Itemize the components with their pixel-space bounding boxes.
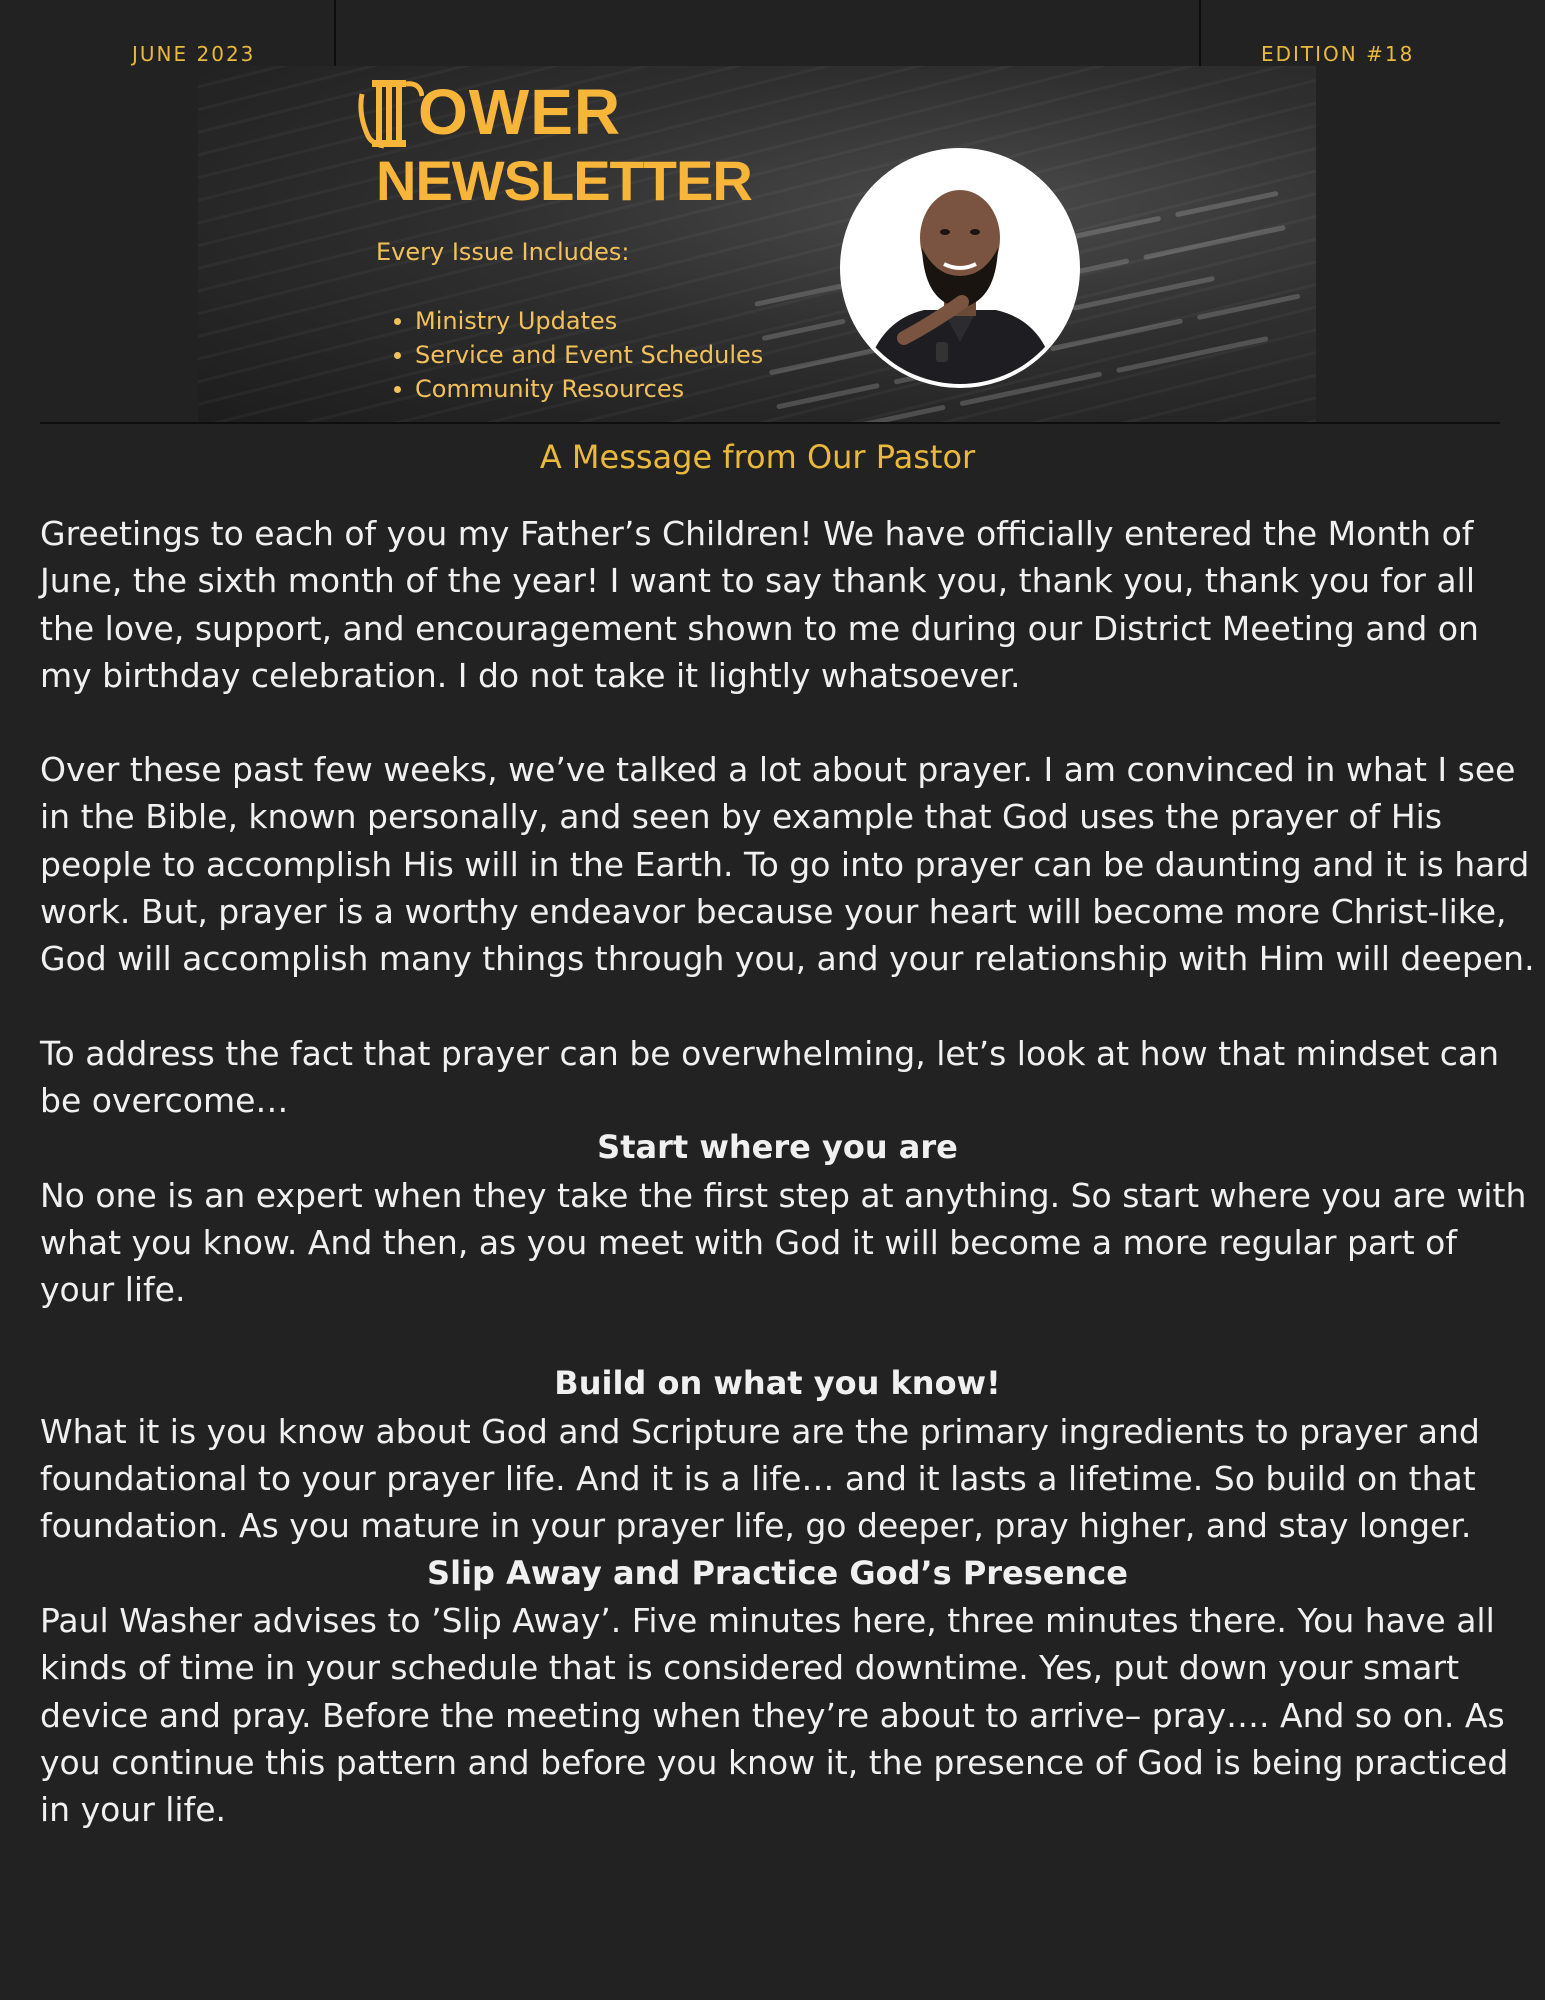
paragraph: Over these past few weeks, we’ve talked a lot about prayer. I am convinced in what I see in the Bible, known personally, and seen by example that God uses the prayer of His people to accomplish His will in the Earth. To go into prayer can be daunting and it is hard work. But, prayer is a worthy endeavor because your heart will become more Christ-like, God will accomplish many things through you, and your relationship with Him will deepen. — [40, 750, 1535, 979]
includes-list — [394, 304, 763, 406]
newsletter-banner — [198, 66, 1316, 422]
section-divider — [40, 422, 1500, 424]
bullet-icon — [394, 318, 401, 325]
header-edition: EDITION #18 — [1261, 42, 1415, 66]
list-item: Community Resources — [394, 372, 763, 406]
list-item: Ministry Updates — [394, 304, 763, 338]
section-title: Start where you are — [597, 1128, 958, 1167]
section-title: Slip Away and Practice God’s Presence — [427, 1553, 1128, 1592]
paragraph: Greetings to each of you my Father’s Children! We have officially entered the Month of June, the sixth month of the year! I want to say thank you, thank you, thank you for all the love, support, and encouragement shown to me during our District Meeting and on my birthday celebration. I do not take it lightly whatsoever. — [40, 514, 1479, 695]
pastor-portrait — [844, 152, 1076, 384]
bullet-icon — [394, 386, 401, 393]
paragraph: To address the fact that prayer can be overwhelming, let’s look at how that mindset can be overcome… — [40, 1033, 1500, 1120]
section-title: Build on what you know! — [554, 1364, 1001, 1403]
header-divider-left — [334, 0, 336, 66]
list-item: Service and Event Schedules — [394, 338, 763, 372]
header-date: JUNE 2023 — [132, 42, 256, 66]
section-body: Paul Washer advises to ’Slip Away’. Five minutes here, three minutes there. You have all kinds of time in your schedule that is considered downtime. Yes, put down your smart device and pray. Before the meeting when they’re about to arrive– pray…. And so on. As you continue this pattern and before you know it, the presence of God is being practiced in your life. — [40, 1600, 1509, 1830]
logo-text: OWER — [418, 76, 622, 148]
bullet-icon — [394, 352, 401, 359]
section-body: What it is you know about God and Scripture are the primary ingredients to prayer and foundational to your prayer life. And it is a life… and it lasts a lifetime. So build on that foundation. As you mature in your prayer life, go deeper, pray higher, and stay longer. — [40, 1411, 1480, 1546]
newsletter-title: NEWSLETTER — [376, 149, 752, 212]
article-heading: A Message from Our Pastor — [539, 438, 976, 476]
includes-label: Every Issue Includes: — [376, 238, 630, 266]
tower-logo — [354, 72, 621, 152]
article-body — [40, 510, 1535, 1833]
pastor-avatar — [840, 148, 1080, 388]
tower-logo-icon — [354, 74, 424, 150]
section-body: No one is an expert when they take the first step at anything. So start where you are with what you know. And then, as you meet with God it will become a more regular part of your life. — [40, 1175, 1527, 1310]
header-divider-right — [1199, 0, 1201, 66]
